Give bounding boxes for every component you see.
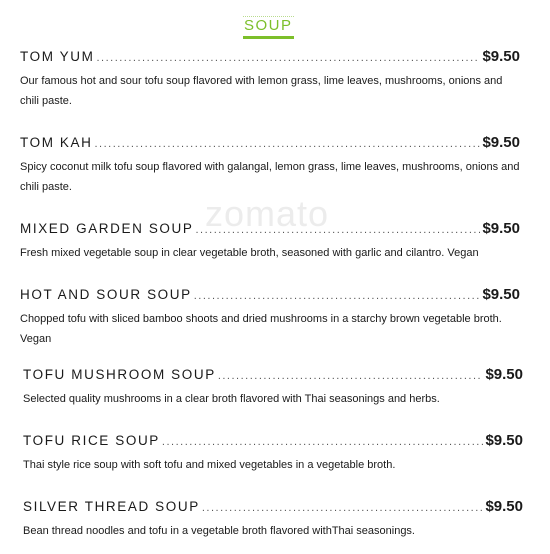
item-description: Selected quality mushrooms in a clear broth flavored with Thai seasonings and herbs. [23, 393, 440, 405]
leader-dots [162, 436, 484, 448]
item-description: Bean thread noodles and tofu in a vegetable broth flavored withThai seasonings. [23, 525, 415, 537]
section-title: SOUP [243, 16, 294, 39]
item-price: $9.50 [482, 134, 520, 151]
menu-item-silver-thread-soup [23, 498, 523, 541]
item-name: TOFU RICE SOUP [23, 433, 160, 448]
menu-item-tofu-rice-soup [23, 432, 523, 475]
menu-item-tom-yum [20, 48, 520, 111]
menu-item-tom-kah [20, 134, 520, 197]
leader-dots [202, 502, 484, 514]
menu-item-tofu-mushroom-soup [23, 366, 523, 409]
item-price: $9.50 [482, 286, 520, 303]
item-description: Our famous hot and sour tofu soup flavored with lemon grass, lime leaves, mushrooms, onions and chili paste. [20, 75, 503, 107]
item-name: TOM KAH [20, 135, 93, 150]
item-description: Chopped tofu with sliced bamboo shoots and dried mushrooms in a starchy brown vegetable broth. Vegan [20, 313, 502, 345]
item-name: SILVER THREAD SOUP [23, 499, 200, 514]
leader-dots [195, 224, 480, 236]
watermark-text: zomato [205, 193, 330, 234]
item-price: $9.50 [485, 366, 523, 383]
item-description: Spicy coconut milk tofu soup flavored with galangal, lemon grass, lime leaves, mushrooms, onions and chili paste. [20, 161, 520, 193]
menu-item-mixed-garden-soup [20, 220, 520, 263]
item-name: HOT AND SOUR SOUP [20, 287, 192, 302]
leader-dots [194, 290, 481, 302]
leader-dots [96, 52, 480, 64]
item-price: $9.50 [485, 498, 523, 515]
item-description: Thai style rice soup with soft tofu and mixed vegetables in a vegetable broth. [23, 459, 396, 471]
leader-dots [218, 370, 484, 382]
item-price: $9.50 [485, 432, 523, 449]
leader-dots [94, 138, 480, 150]
menu-item-hot-and-sour-soup [20, 286, 520, 349]
item-price: $9.50 [482, 220, 520, 237]
item-price: $9.50 [482, 48, 520, 65]
item-name: TOM YUM [20, 49, 95, 64]
item-name: MIXED GARDEN SOUP [20, 221, 194, 236]
item-description: Fresh mixed vegetable soup in clear vegetable broth, seasoned with garlic and cilantro. Vegan [20, 247, 479, 259]
item-name: TOFU MUSHROOM SOUP [23, 367, 216, 382]
